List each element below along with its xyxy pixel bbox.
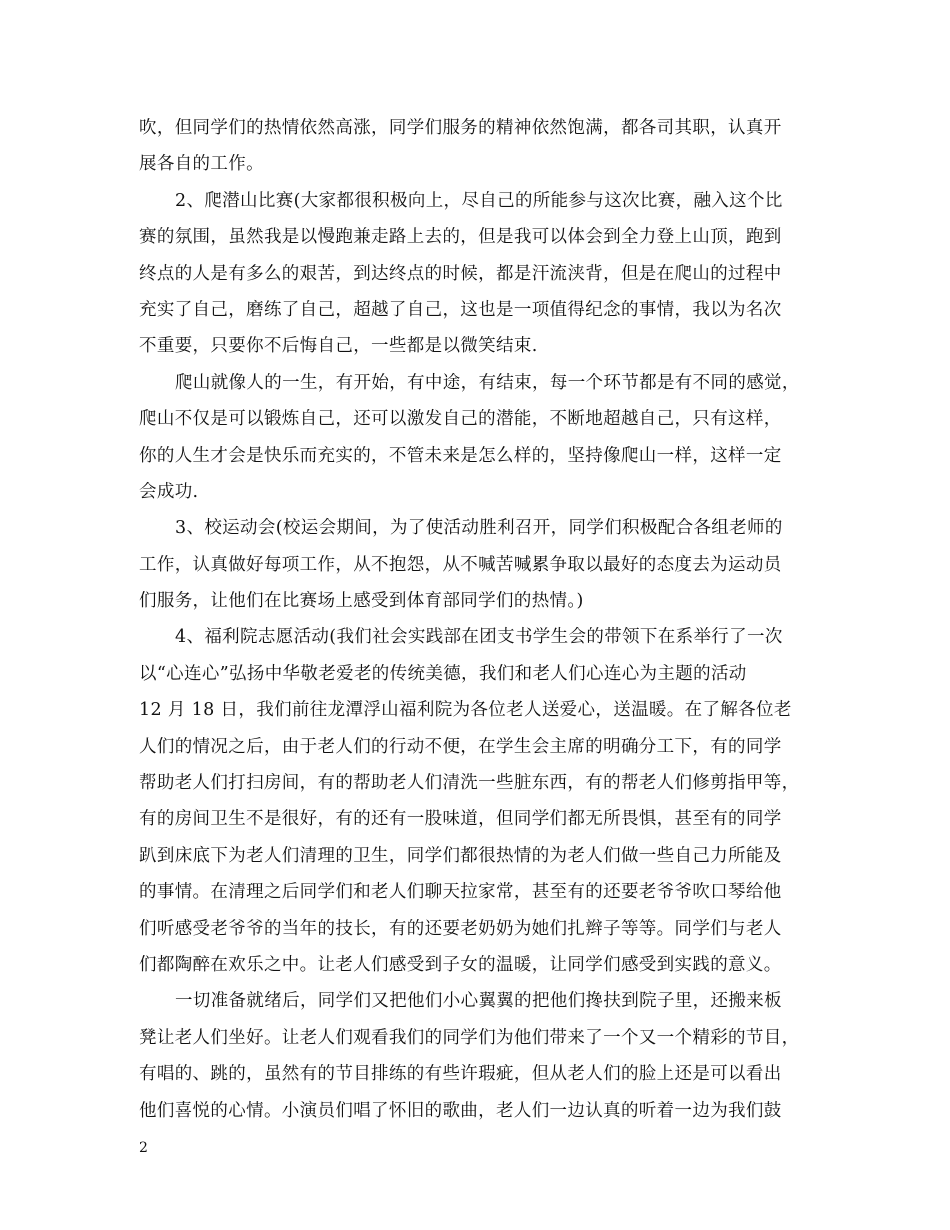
- text-line: 一切准备就绪后，同学们又把他们小心翼翼的把他们搀扶到院子里，还搬来板: [175, 991, 782, 1012]
- text-line: 工作，认真做好每项工作，从不抱怨，从不喊苦喊累争取以最好的态度去为运动员: [139, 554, 782, 575]
- text-line: 赛的氛围，虽然我是以慢跑兼走路上去的，但是我可以体会到全力登上山顶，跑到: [139, 227, 782, 248]
- text-line: 充实了自己，磨练了自己，超越了自己，这也是一项值得纪念的事情，我以为名次: [139, 299, 782, 320]
- text-line: 吹，但同学们的热情依然高涨，同学们服务的精神依然饱满，都各司其职，认真开: [139, 118, 782, 138]
- text-line: 4、福利院志愿活动(我们社会实践部在团支书学生会的带领下在系举行了一次: [175, 627, 783, 648]
- text-line: 人们的情况之后，由于老人们的行动不便，在学生会主席的明确分工下，有的同学: [139, 736, 782, 757]
- text-line: 凳让老人们坐好。让老人们观看我们的同学们为他们带来了一个又一个精彩的节目，: [139, 1027, 800, 1048]
- text-line: 2、爬潜山比赛(大家都很积极向上，尽自己的所能参与这次比赛，融入这个比: [175, 190, 783, 211]
- text-line: 展各自的工作。: [139, 154, 264, 175]
- text-line: 们都陶醉在欢乐之中。让老人们感受到子女的温暖，让同学们感受到实践的意义。: [139, 954, 782, 975]
- text-line: 12 月 18 日，我们前往龙潭浮山福利院为各位老人送爱心，送温暖。在了解各位老: [139, 700, 792, 721]
- text-line: 们服务，让他们在比赛场上感受到体育部同学们的热情。): [139, 591, 584, 612]
- text-line: 有唱的、跳的，虽然有的节目排练的有些许瑕疵，但从老人们的脸上还是可以看出: [139, 1064, 782, 1085]
- text-line: 爬山就像人的一生，有开始，有中途，有结束，每一个环节都是有不同的感觉，: [175, 372, 800, 393]
- text-line: 有的房间卫生不是很好，有的还有一股味道，但同学们都无所畏惧，甚至有的同学: [139, 809, 782, 830]
- page-number: 2: [139, 1140, 148, 1156]
- text-line: 帮助老人们打扫房间，有的帮助老人们清洗一些脏东西，有的帮老人们修剪指甲等，: [139, 773, 800, 794]
- text-line: 趴到床底下为老人们清理的卫生，同学们都很热情的为老人们做一些自己力所能及: [139, 845, 782, 866]
- text-line: 们听感受老爷爷的当年的技长，有的还要老奶奶为她们扎辫子等等。同学们与老人: [139, 918, 782, 939]
- text-line: 不重要，只要你不后悔自己，一些都是以微笑结束.: [139, 336, 538, 357]
- text-line: 会成功.: [139, 481, 199, 502]
- text-line: 的事情。在清理之后同学们和老人们聊天拉家常，甚至有的还要老爷爷吹口琴给他: [139, 882, 782, 903]
- text-line: 你的人生才会是快乐而充实的，不管未来是怎么样的，坚持像爬山一样，这样一定: [139, 445, 782, 466]
- text-line: 以“心连心”弘扬中华敬老爱老的传统美德，我们和老人们心连心为主题的活动: [139, 663, 747, 684]
- text-line: 爬山不仅是可以锻炼自己，还可以激发自己的潜能，不断地超越自己，只有这样，: [139, 409, 782, 430]
- text-line: 他们喜悦的心情。小演员们唱了怀旧的歌曲，老人们一边认真的听着一边为我们鼓: [139, 1100, 782, 1121]
- text-line: 终点的人是有多么的艰苦，到达终点的时候，都是汗流浃背，但是在爬山的过程中: [139, 263, 782, 284]
- document-body: [139, 110, 829, 1129]
- text-line: 3、校运动会(校运会期间，为了使活动胜利召开，同学们积极配合各组老师的: [175, 518, 783, 539]
